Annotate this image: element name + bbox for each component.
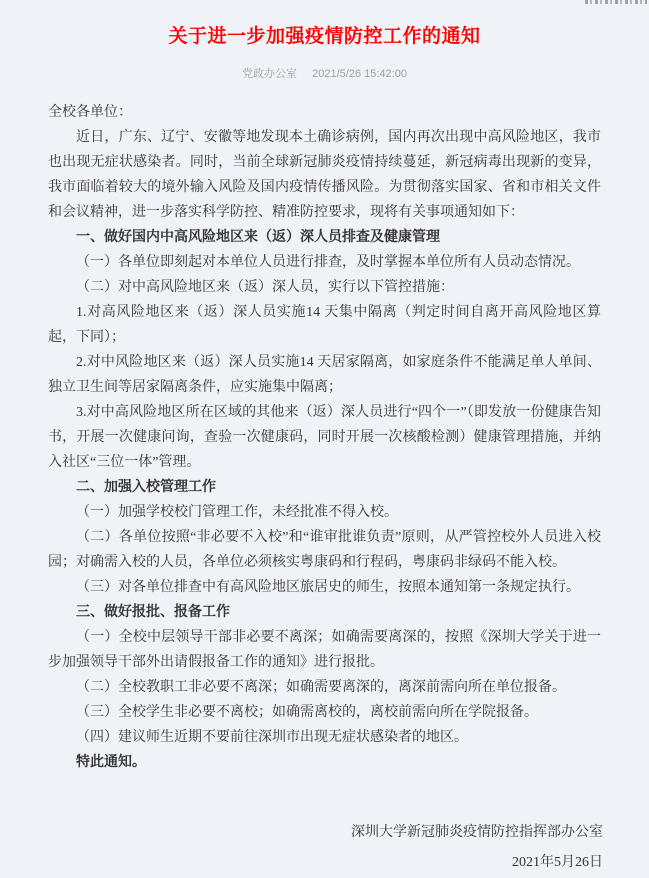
paragraph: 3.对中高风险地区所在区域的其他来（返）深人员进行“四个一”（即发放一份健康告知书，开展一次健康问询，查验一次健康码，同时开展一次核酸检测）健康管理措施，并纳入社区“三位一体”管理。 — [48, 405, 601, 470]
meta-department: 党政办公室 — [242, 68, 298, 80]
clipped-text-fragment — [585, 0, 647, 4]
section-heading-3: 三、做好报批、报备工作 — [76, 605, 230, 620]
paragraph: （二）各单位按照“非必要不入校”和“谁审批谁负责”原则，从严管控校外人员进入校园；对确需入校的人员，各单位必须核实粤康码和行程码，粤康码非绿码不能入校。 — [48, 530, 601, 570]
signature-block — [48, 818, 603, 878]
paragraph: （一）加强学校校门管理工作，未经批准不得入校。 — [76, 505, 398, 520]
signature-date: 2021年5月26日 — [512, 855, 603, 870]
section-heading-2: 二、加强入校管理工作 — [76, 480, 216, 495]
paragraph: （二）全校教职工非必要不离深；如确需要离深的，离深前需向所在单位报备。 — [76, 680, 566, 695]
signature-org: 深圳大学新冠肺炎疫情防控指挥部办公室 — [351, 825, 603, 840]
paragraph: （二）对中高风险地区来（返）深人员，实行以下管控措施： — [76, 280, 454, 295]
closing-line: 特此通知。 — [76, 755, 146, 770]
paragraph: （一）各单位即刻起对本单位人员进行排查，及时掌握本单位所有人员动态情况。 — [76, 255, 580, 270]
paragraph: （三）全校学生非必要不离校；如确需离校的，离校前需向所在学院报备。 — [76, 705, 538, 720]
paragraph: （四）建议师生近期不要前往深圳市出现无症状感染者的地区。 — [76, 730, 468, 745]
section-heading-1: 一、做好国内中高风险地区来（返）深人员排查及健康管理 — [76, 230, 440, 245]
page-title: 关于进一步加强疫情防控工作的通知 — [168, 26, 481, 47]
document-meta — [0, 65, 649, 81]
notice-body — [48, 100, 601, 775]
paragraph: 1.对高风险地区来（返）深人员实施14 天集中隔离（判定时间自离开高风险地区算起，下同）； — [48, 305, 601, 345]
paragraph: （一）全校中层领导干部非必要不离深；如确需要离深的，按照《深圳大学关于进一步加强领导干部外出请假报备工作的通知》进行报批。 — [48, 630, 601, 670]
meta-datetime: 2021/5/26 15:42:00 — [312, 68, 407, 80]
intro-paragraph: 近日，广东、辽宁、安徽等地发现本土确诊病例，国内再次出现中高风险地区，我市也出现无症状感染者。同时，当前全球新冠肺炎疫情持续蔓延，新冠病毒出现新的变异，我市面临着较大的境外输入风险及国内疫情传播风险。为贯彻落实国家、省和市相关文件和会议精神，进一步落实科学防控、精准防控要求，现将有关事项通知如下： — [48, 130, 601, 220]
paragraph: 2.对中风险地区来（返）深人员实施14 天居家隔离，如家庭条件不能满足单人单间、独立卫生间等居家隔离条件，应实施集中隔离； — [48, 355, 601, 395]
paragraph: （三）对各单位排查中有高风险地区旅居史的师生，按照本通知第一条规定执行。 — [76, 580, 580, 595]
salutation: 全校各单位： — [48, 105, 132, 120]
